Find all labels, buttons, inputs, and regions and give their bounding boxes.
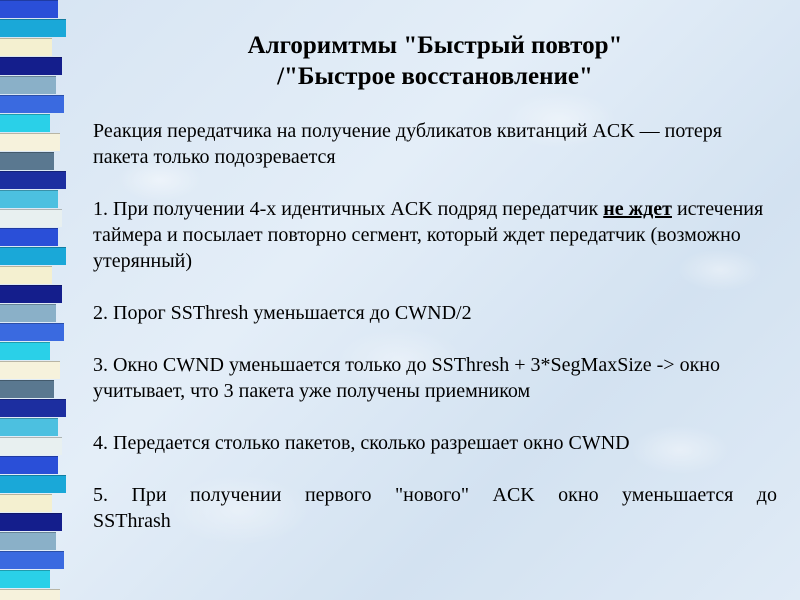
stripe-bar [0,152,54,170]
list-item-5-line2: SSThrash [93,510,171,532]
slide-body [93,118,777,534]
stripe-bar [0,304,56,322]
stripe-bar [0,0,58,18]
stripe-bar [0,190,58,208]
list-item-2: 2. Порог SSThresh уменьшается до CWND/2 [93,302,472,324]
list-item-1 [93,196,777,274]
list-item-1-start: 1. При получении 4-х идентичных ACK подряд передатчик [93,198,604,220]
stripe-bar [0,475,66,493]
stripe-bar [0,418,58,436]
stripe-bar [0,570,50,588]
stripe-bar [0,114,50,132]
stripe-bar [0,57,62,75]
stripe-bar [0,532,56,550]
list-item-1-end: истечения таймера и посылает повторно сегмент, который ждет передатчик (возможно утерянный) [93,198,764,272]
list-item-3: 3. Окно CWND уменьшается только до SSThresh + 3*SegMaxSize -> окно учитывает, что 3 пакета уже получены приемником [93,354,720,402]
spacer [93,456,777,482]
stripe-bar [0,456,58,474]
emphasis-not-waiting: не ждет [603,198,672,220]
slide-title [92,30,778,92]
stripe-bar [0,266,52,284]
stripe-bar [0,513,62,531]
list-item-5-line1: 5. При получении первого "нового" ACK окно уменьшается до [93,484,777,506]
stripe-bar [0,19,66,37]
stripe-bar [0,437,62,455]
spacer [93,404,777,430]
stripe-bar [0,589,60,600]
stripe-bar [0,380,54,398]
stripe-bar [0,551,64,569]
decorative-stripe-band [0,0,70,600]
stripe-bar [0,247,66,265]
stripe-bar [0,76,56,94]
stripe-bar [0,342,50,360]
stripe-bar [0,494,52,512]
stripe-bar [0,38,52,56]
intro-paragraph: Реакция передатчика на получение дубликатов квитанций ACK — потеря пакета только подозревается [93,120,722,168]
stripe-bar [0,95,64,113]
slide-title-line1: Алгоримтмы "Быстрый повтор" [247,32,623,59]
stripe-bar [0,399,66,417]
stripe-bar [0,228,58,246]
list-item-4: 4. Передается столько пакетов, сколько разрешает окно CWND [93,432,630,454]
stripe-bar [0,285,62,303]
stripe-bar [0,209,62,227]
spacer [93,170,777,196]
stripe-bar [0,133,60,151]
spacer [93,326,777,352]
stripe-bar [0,171,66,189]
spacer [93,274,777,300]
slide-title-line2: /"Быстрое восстановление" [277,63,593,90]
stripe-bar [0,361,60,379]
stripe-bar [0,323,64,341]
